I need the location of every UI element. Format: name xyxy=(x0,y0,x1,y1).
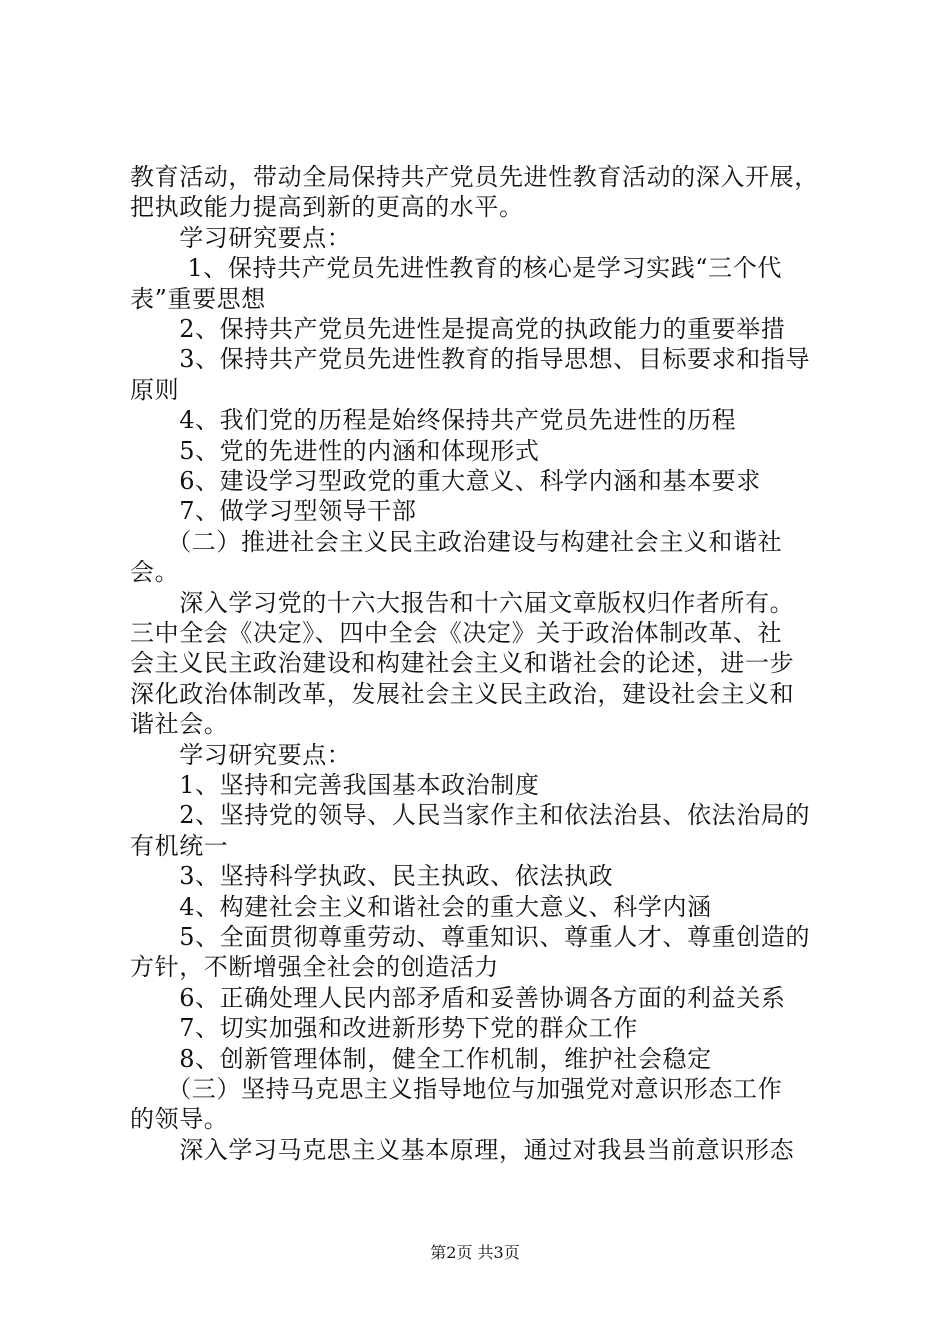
text-line: 8、创新管理体制，健全工作机制，维护社会稳定 xyxy=(130,1044,712,1073)
text-line: 2、保持共产党员先进性是提高党的执政能力的重要举措 xyxy=(130,315,786,343)
text-line: 3、保持共产党员先进性教育的指导思想、目标要求和指导 xyxy=(130,345,811,374)
page-footer xyxy=(0,1243,950,1263)
text-line: 谐社会。 xyxy=(130,710,229,739)
text-line: 三中全会《决定》、四中全会《决定》关于政治体制改革、社 xyxy=(130,619,783,647)
text-line: 4、构建社会主义和谐社会的重大意义、科学内涵 xyxy=(130,892,712,921)
text-line: 深化政治体制改革，发展社会主义民主政治，建设社会主义和 xyxy=(130,679,795,708)
text-line: 表”重要思想 xyxy=(130,284,266,313)
text-line: 1、保持共产党员先进性教育的核心是学习实践“三个代 xyxy=(130,254,782,283)
text-line: 深入学习马克思主义基本原理，通过对我县当前意识形态 xyxy=(130,1135,795,1164)
text-line: 7、做学习型领导干部 xyxy=(130,497,417,526)
text-line: 方针，不断增强全社会的创造活力 xyxy=(130,953,499,982)
text-line: 2、坚持党的领导、人民当家作主和依法治县、依法治局的 xyxy=(130,801,811,830)
text-line: 会。 xyxy=(130,558,180,587)
text-line: 学习研究要点： xyxy=(130,740,352,769)
text-line: 6、建设学习型政党的重大意义、科学内涵和基本要求 xyxy=(130,467,761,495)
text-line: 6、正确处理人民内部矛盾和妥善协调各方面的利益关系 xyxy=(130,983,786,1012)
text-line: 5、全面贯彻尊重劳动、尊重知识、尊重人才、尊重创造的 xyxy=(130,923,811,951)
text-line: 1、坚持和完善我国基本政治制度 xyxy=(130,771,540,799)
page-number-label: 第2页 共3页 xyxy=(430,1243,520,1262)
text-line: 7、切实加强和改进新形势下党的群众工作 xyxy=(130,1014,638,1043)
text-line: 会主义民主政治建设和构建社会主义和谐社会的论述，进一步 xyxy=(130,649,795,678)
text-line: （三）坚持马克思主义指导地位与加强党对意识形态工作 xyxy=(130,1075,783,1103)
text-line: 的领导。 xyxy=(130,1105,229,1134)
text-line: 教育活动，带动全局保持共产党员先进性教育活动的深入开展， xyxy=(130,163,819,191)
text-line: 把执政能力提高到新的更高的水平。 xyxy=(130,193,524,222)
text-line: 5、党的先进性的内涵和体现形式 xyxy=(130,436,540,465)
text-line: 学习研究要点： xyxy=(130,223,352,252)
text-line: 深入学习党的十六大报告和十六届文章版权归作者所有。 xyxy=(130,588,795,617)
text-line: 4、我们党的历程是始终保持共产党员先进性的历程 xyxy=(130,406,737,435)
text-line: （二）推进社会主义民主政治建设与构建社会主义和谐社 xyxy=(130,527,783,556)
text-line: 原则 xyxy=(130,375,180,404)
text-line: 有机统一 xyxy=(130,831,229,860)
text-line: 3、坚持科学执政、民主执政、依法执政 xyxy=(130,862,614,891)
